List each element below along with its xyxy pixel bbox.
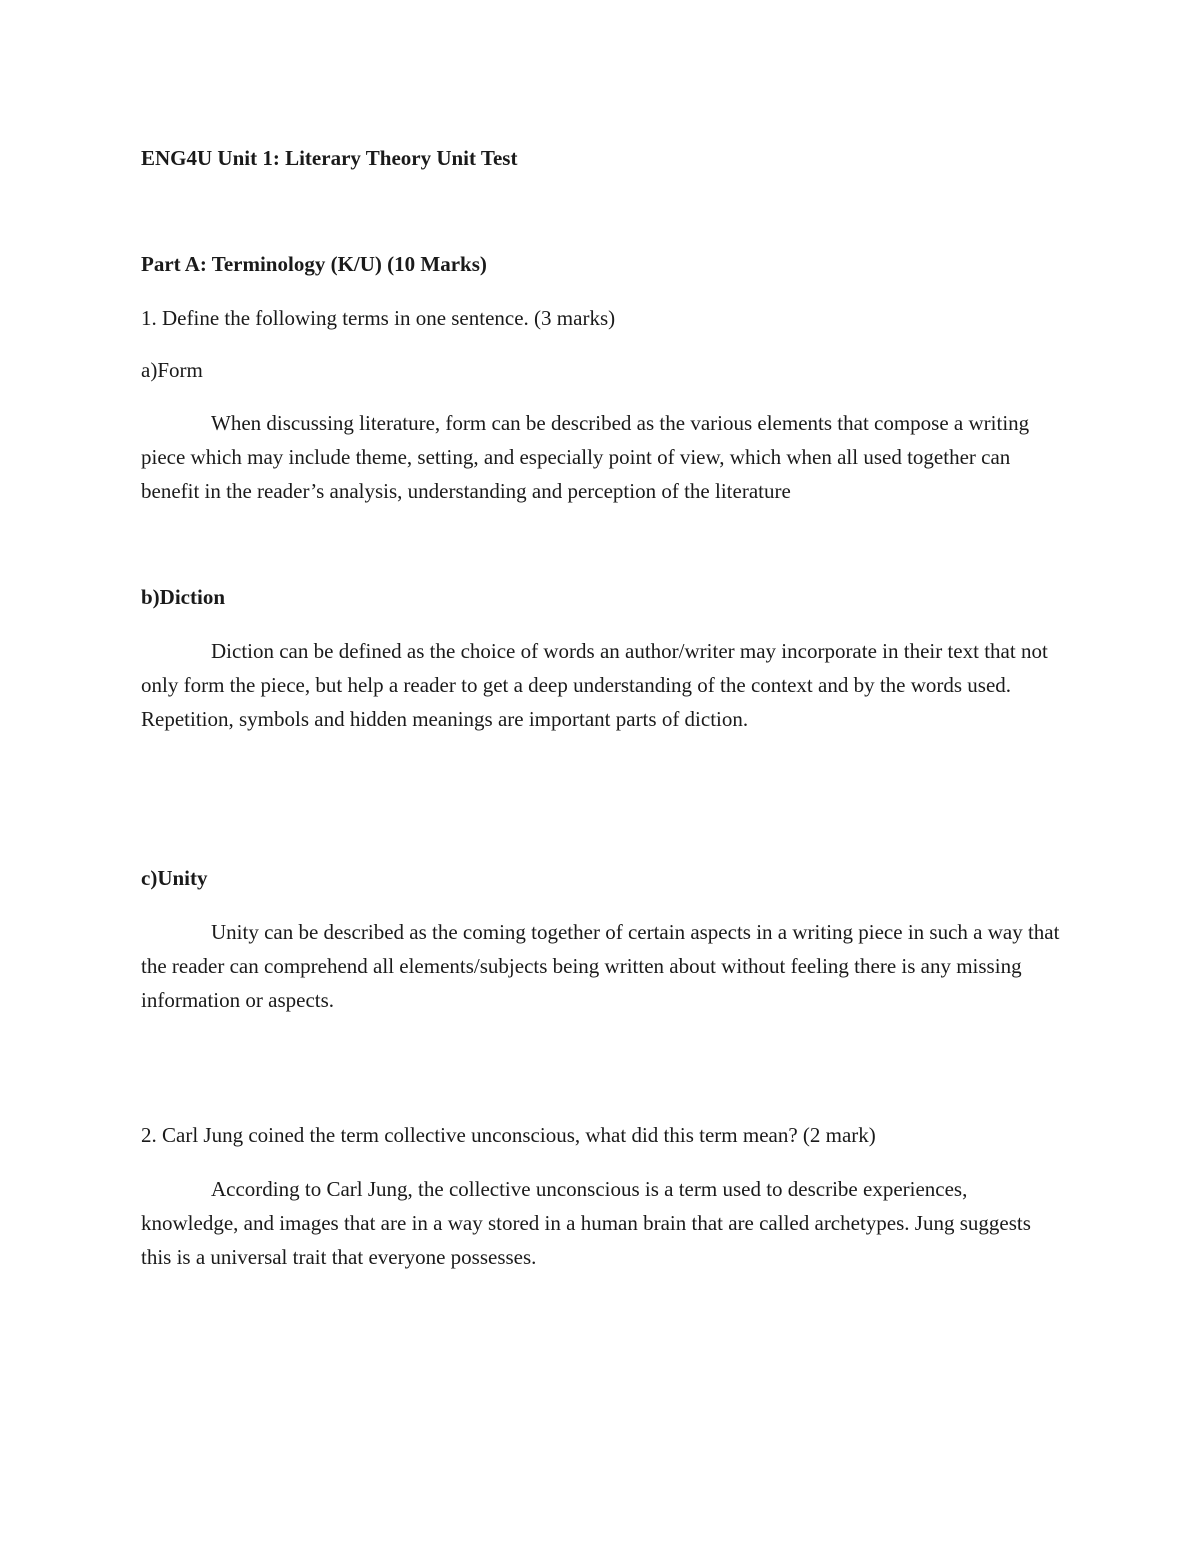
question-1-prompt: 1. Define the following terms in one sentence. (3 marks) <box>141 306 616 330</box>
term-diction-label: b)Diction <box>141 585 225 609</box>
term-diction-answer: Diction can be defined as the choice of words an author/writer may incorporate in their text that not only form the piece, but help a reader to get a deep understanding of the context and by the words used. Repetition, symbols and hidden meanings are important parts of diction. <box>141 639 1048 731</box>
term-form-label: a)Form <box>141 358 203 382</box>
term-unity-answer: Unity can be described as the coming together of certain aspects in a writing piece in such a way that the reader can comprehend all elements/subjects being written about without feeling there is any missing information or aspects. <box>141 920 1060 1012</box>
term-form-answer: When discussing literature, form can be described as the various elements that compose a writing piece which may include theme, setting, and especially point of view, which when all used together can benefit in the reader’s analysis, understanding and perception of the literature <box>141 411 1030 503</box>
document-title: ENG4U Unit 1: Literary Theory Unit Test <box>141 146 518 170</box>
question-2-prompt: 2. Carl Jung coined the term collective unconscious, what did this term mean? (2 mark) <box>141 1123 876 1147</box>
term-unity-label: c)Unity <box>141 866 208 890</box>
part-a-heading: Part A: Terminology (K/U) (10 Marks) <box>141 252 487 276</box>
question-2-answer: According to Carl Jung, the collective unconscious is a term used to describe experiences, knowledge, and images that are in a way stored in a human brain that are called archetypes. Jung suggests this is a universal trait that everyone possesses. <box>141 1177 1031 1269</box>
